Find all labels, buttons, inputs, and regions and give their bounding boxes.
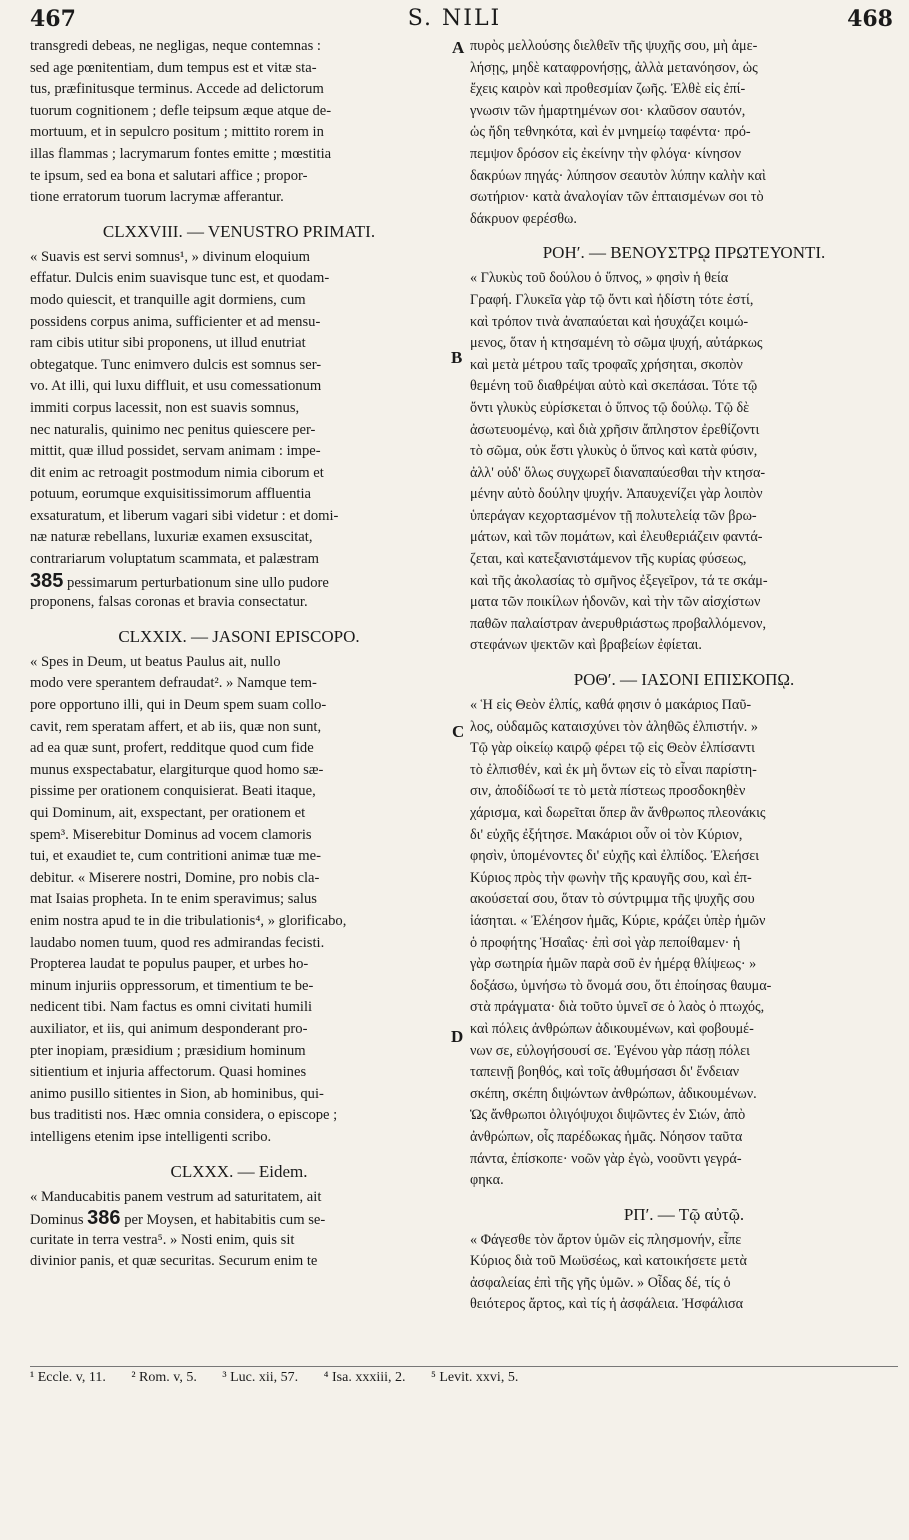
footnote-3: ³ Luc. xii, 57. [222, 1370, 299, 1385]
text-line: mittit, quæ illud possidet, servam animam : impe- [30, 443, 321, 460]
text-line: spem³. Miserebitur Dominus ad vocem clamoris [30, 826, 312, 843]
text-line: ὡς ἤδη τεθνηκότα, καὶ ἐν μνημείῳ ταφέντα· πρό- [470, 124, 751, 141]
text-line: πεμψον δρόσον εἰς ἐκείνην τὴν φλόγα· κίνησον [470, 145, 742, 162]
text-line: λήσῃς, μηδὲ καταφρονήσῃς, ἀλλὰ μετανόησον, ὡς [470, 59, 758, 76]
text-line: nedicent tibi. Nam factus es omni civitati humili [30, 999, 313, 1016]
text-line: curitate in terra vestra⁵. » Nosti enim, quis sit [30, 1231, 295, 1248]
text-line: pter inopiam, præsidium ; præsidium hominum [30, 1042, 306, 1059]
text-line: καὶ μετὰ μέτρου ταῖς τροφαῖς χρήσηται, σκοπὸν [470, 356, 743, 373]
running-title: S. NILI [407, 6, 502, 31]
text-line: mortuum, et in sepulcro positum ; mittito rorem in [30, 124, 324, 141]
text-line: nec naturalis, quinimo nec penitus quiescere per- [30, 421, 316, 438]
text-line: ad ea quæ sunt, profert, redditque quod cum fide [30, 740, 314, 757]
text-line: mat Isaias propheta. In te enim speravimus; salus [30, 891, 317, 908]
text-line: ὄντι γλυκὺς εὑρίσκεται ὁ ὕπνος τῷ δούλῳ. Τῷ δὲ [470, 399, 750, 416]
text-line: πυρὸς μελλούσης διελθεῖν τῆς ψυχῆς σου, μὴ ἀμε- [470, 38, 758, 54]
latin-intro-paragraph [30, 36, 448, 209]
text-line: sitientium et injuria affectorum. Quasi homines [30, 1064, 307, 1081]
text-line: bus traditisti nos. Hæc omnia considera, o episcope ; [30, 1107, 338, 1124]
text-line: tione erratorum tuorum lacrymæ afferantur. [30, 189, 284, 206]
text-line: « Spes in Deum, ut beatus Paulus ait, nullo [30, 653, 281, 670]
greek-heading-180: ΡΠʹ. — Τῷ αὐτῷ. [623, 1204, 745, 1224]
footnote-rule [30, 1366, 898, 1367]
text-line: Κύριος πρὸς τὴν φωνὴν τῆς κραυγῆς σου, καὶ ἐπ- [470, 869, 752, 886]
text-line: animo pusillo sitientes in Sion, ab hominibus, qui- [30, 1085, 324, 1102]
text-line: φησὶν, ὑπομένοντες δι' εὐχῆς καὶ ἐλπίδος. Ἐλεήσει [470, 848, 760, 865]
text-line: μένην αὐτὸ δούλην ψυχήν. Ἀπαυχενίζει γὰρ λοιπὸν [470, 486, 763, 503]
text-line: δι' εὐχῆς ἐξήτησε. Μακάριοι οὖν οἱ τὸν Κύριον, [470, 826, 743, 843]
text-line: στεφάνων ψεκτῶν καὶ βραβείων ἐφίεται. [470, 637, 702, 654]
text-line: næ naturæ rebellans, luxuriæ examen exsuscitat, [30, 529, 313, 546]
text-line: ἔχεις καιρὸν καὶ προθεσμίαν ζωῆς. Ἐλθὲ εἰς ἐπί- [470, 81, 746, 98]
left-page-number: 467 [30, 6, 76, 32]
text-line: enim nostra apud te in die tribulationis⁴, » glorificabo, [30, 912, 347, 929]
latin-letter-179 [30, 652, 448, 1149]
text-line: τὸ ἐλπισθέν, καὶ ἐκ μὴ ὄντων εἰς τὸ εἶναι παρίστη- [470, 761, 757, 778]
text-line: γὰρ σωτηρία ἡμῶν παρὰ σοῦ ἐν ἡμέρᾳ θλίψεως· » [470, 956, 757, 973]
text-line: laudabo nomen tuum, quod res admirandas fecisti. [30, 934, 325, 951]
right-page-number: 468 [847, 6, 893, 32]
text-line: θειότερος ἄρτος, καὶ τίς ἡ ἀσφάλεια. Ἠσφάλισα [470, 1296, 744, 1313]
footnote-1: ¹ Eccle. v, 11. [30, 1370, 106, 1385]
text-line: pissime per orationem conquisierat. Beati itaque, [30, 783, 316, 800]
text-line: σωτήριον· κατὰ ἀναλογίαν τῶν ἐπταισμένων σοι τὸ [470, 189, 764, 206]
text-line: tui, et exaudiet te, cum contritioni animæ tuæ me- [30, 848, 321, 865]
text-line: ἰάσηται. « Ἐλέησον ἡμᾶς, Κύριε, κράζει ὑπὲρ ἡμῶν [470, 912, 766, 929]
text-line: καὶ τῆς ἀκολασίας τὸ σμῆνος ἐξεγεῖρον, τά τε σκάμ- [470, 572, 768, 589]
text-line: ὁ προφήτης Ἡσαΐας· ἐπὶ σοὶ γὰρ πεποίθαμεν· ἡ [470, 934, 741, 951]
text-line: φηκα. [470, 1172, 504, 1189]
greek-intro-paragraph [470, 36, 898, 230]
footnote-4: ⁴ Isa. xxxiii, 2. [323, 1370, 406, 1385]
greek-column [470, 36, 898, 1461]
text-line: Ὡς ἄνθρωποι ὀλιγόψυχοι διψῶντες ἐν Σιών, ἀπὸ [470, 1107, 746, 1124]
text-line: effatur. Dulcis enim suavisque tunc est, et quodam- [30, 270, 330, 287]
margin-marker-b: B [451, 348, 463, 367]
text-line: immiti corpus lacessit, non est suavis somnus, [30, 399, 300, 416]
text-line: σκέπη, σκέπη διψώντων ἀνθρώπων, ἀδικουμένων. [470, 1085, 757, 1102]
text-line: παθῶν παλαίστραν ἀνερυθριάστως προβαλλόμενον, [470, 615, 767, 632]
text-line: ἀσφαλείας ἐπὶ τῆς γῆς ὑμῶν. » Οἶδας δέ, τίς ὁ [470, 1274, 731, 1291]
text-line-fragment: per Moysen, et habitabitis cum se- [124, 1212, 326, 1229]
text-line: « Suavis est servi somnus¹, » divinum eloquium [30, 248, 311, 265]
text-line: τὸ σῶμα, οὐκ ἔστι γλυκὺς ὁ ὕπνος καὶ κατὰ φύσιν, [470, 443, 758, 460]
text-line: Γραφή. Γλυκεῖα γὰρ τῷ ὄντι καὶ ἡδίστη τότε ἐστί, [470, 291, 754, 308]
text-line: munus exspectabatur, elargiturque quod homo sæ- [30, 761, 324, 778]
text-line [30, 1208, 448, 1230]
page-reference-386: 386 [87, 1208, 121, 1230]
text-line: ἀνθρώπων, οἷς παρέδωκας ἡμᾶς. Νόησον ταῦτα [470, 1128, 743, 1145]
text-line: debitur. « Miserere nostri, Domine, pro nobis cla- [30, 869, 320, 886]
text-line: auxiliator, et iis, qui animum desponderant pro- [30, 1020, 308, 1037]
text-line: νων σε, εὐλογήσουσί σε. Ἐγένου γὰρ πάσῃ πόλει [470, 1042, 750, 1059]
latin-column [30, 36, 448, 1461]
text-line: pore opportuno illi, qui in Deum spem suam collo- [30, 697, 327, 714]
text-line: tuorum cognitionem ; defle teipsum æque atque de- [30, 102, 332, 119]
text-line: μάτων, καὶ τῶν πομάτων, καὶ ἐλευθεριάζειν φαντά- [470, 529, 763, 546]
text-line-fragment: Dominus [30, 1212, 84, 1229]
text-line: καὶ τρόπον τινὰ ἀναπαύεται καὶ ἡσυχάζει κοιμώ- [470, 313, 749, 330]
text-line: σιν, ἀποδίδωσί τε τὸ μετὰ πίστεως προσδοκηθὲν [470, 783, 746, 800]
text-line: cavit, rem speratam affert, et ab iis, quæ non sunt, [30, 718, 322, 735]
text-line: exsaturatum, et liberum vagari sibi videtur : et domi- [30, 507, 339, 524]
page-header [0, 0, 909, 36]
latin-letter-178 [30, 247, 448, 614]
text-line: contrariarum voluptatum scammata, et palæstram [30, 551, 319, 568]
margin-marker-d: D [451, 1027, 464, 1046]
text-line: sed age pœnitentiam, dum tempus est et vitæ sta- [30, 59, 317, 76]
text-line: γνωσιν τῶν ἡμαρτημένων σοι· κλαῦσον σαυτόν, [470, 102, 746, 119]
text-line: Τῷ γὰρ οἰκείῳ καιρῷ φέρει τῷ εἰς Θεὸν ἐλπίσαντι [470, 740, 756, 757]
margin-marker-c: C [452, 722, 465, 741]
text-line: δακρύων πηγάς· λύπησον σεαυτὸν λύπην καλὴν καὶ [470, 167, 766, 184]
text-line [30, 571, 448, 593]
text-line: δάκρυον φερέσθω. [470, 210, 577, 227]
greek-letter-179 [470, 695, 898, 1192]
latin-letter-180 [30, 1187, 448, 1273]
latin-heading-180: CLXXX. — Eidem. [170, 1161, 308, 1181]
text-line: στὰ πράγματα· διὰ τοῦτο ὑμνεῖ σε ὁ λαὸς ὁ πτωχός, [470, 999, 765, 1016]
text-line: « Γλυκὺς τοῦ δούλου ὁ ὕπνος, » φησὶν ἡ θεία [470, 270, 729, 287]
text-line: Κύριος διὰ τοῦ Μωϋσέως, καὶ κατοικήσετε μετὰ [470, 1253, 747, 1270]
footnote-5: ⁵ Levit. xxvi, 5. [431, 1370, 519, 1385]
margin-marker-a: A [452, 38, 465, 57]
text-line: ματα τῶν ποικίλων ἡδονῶν, καὶ τὴν τῶν αἰσχίστων [470, 594, 761, 611]
text-line: transgredi debeas, ne negligas, neque contemnas : [30, 38, 321, 54]
greek-letter-180 [470, 1230, 898, 1316]
greek-heading-179: ΡΟΘʹ. — ΙΑΣΟΝΙ ΕΠΙΣΚΟΠῼ. [573, 670, 795, 690]
text-line: possidens corpus anima, sufficienter et ad mensu- [30, 313, 321, 330]
greek-letter-178 [470, 268, 898, 657]
text-line: καὶ πόλεις ἀνθρώπων ἀδικουμένων, καὶ φοβουμέ- [470, 1020, 754, 1037]
text-line: divinior panis, et quæ securitas. Securum enim te [30, 1253, 318, 1270]
text-line: intelligens etenim ipse intelligenti scribo. [30, 1128, 272, 1145]
latin-heading-179: CLXXIX. — JASONI EPISCOPO. [118, 626, 360, 646]
text-line: ἀλλ' οὐδ' ὅλως συγχωρεῖ διαναπαύεσθαι τὴν κτησα- [470, 464, 766, 481]
text-line: « Ἡ εἰς Θεὸν ἐλπίς, καθά φησιν ὁ μακάριος Παῦ- [470, 697, 752, 714]
text-line: ταπεινῇ βοηθός, καὶ τοῖς ἀθυμήσασι δι' ἔνδειαν [470, 1064, 740, 1081]
text-line: te ipsum, sed ea bona et salutari affice ; propor- [30, 167, 308, 184]
text-line: λος, οὐδαμῶς καταισχύνει τὸν ἀληθῶς ἐλπιστήν. » [470, 718, 758, 735]
greek-heading-178: ΡΟΗʹ. — ΒΕΝΟΥΣΤΡῼ ΠΡΩΤΕΥΟΝΤΙ. [542, 243, 826, 263]
text-line: ἀσωτευομένῳ, καὶ διὰ χρῆσιν ἄπληστον ἐρεθίζοντι [470, 421, 760, 438]
text-line: tus, præfinitusque terminus. Accede ad delictorum [30, 81, 324, 98]
latin-heading-178: CLXXVIII. — VENUSTRO PRIMATI. [102, 221, 376, 241]
footnote-2: ² Rom. v, 5. [131, 1370, 197, 1385]
text-line: potuum, eorumque exquisitissimorum affluentia [30, 486, 312, 503]
text-line: minum injuriis oppressorum, et timentium te be- [30, 977, 314, 994]
text-line: ὑπεράγαν κεχορτασμένον τῇ πολυτελείᾳ τῶν βρω- [470, 507, 757, 524]
text-line: vo. At illi, qui luxu diffluit, et usu comessationum [30, 378, 322, 395]
text-line: Propterea laudat te populus pauper, et urbes ho- [30, 956, 309, 973]
text-line: « Φάγεσθε τὸν ἄρτον ὑμῶν εἰς πλησμονήν, εἶπε [470, 1231, 742, 1248]
text-line: δοξάσω, ὑμνήσω τὸ ὄνομά σου, ὅτι ἐποίησας θαυμα- [470, 977, 772, 994]
text-line: obtegatque. Tunc enimvero dulcis est somnus ser- [30, 356, 322, 373]
text-line: qui Dominum, ait, exspectant, per orationem et [30, 805, 306, 821]
text-line: proponens, falsas coronas et bravia consectatur. [30, 594, 308, 611]
text-line: χάρισμα, καὶ δωρεῖται ὅπερ ἂν ἄνθρωπος πλεονάκις [470, 805, 766, 821]
text-line: μενος, ὅταν ἡ κτησαμένη τὸ σῶμα ψυχή, αὐτάρκως [470, 335, 763, 352]
text-line-fragment: pessimarum perturbationum sine ullo pudore [67, 574, 329, 591]
text-line: ram cibis utitur sibi proponens, ut illud enutriat [30, 335, 306, 352]
footnotes [30, 1370, 898, 1386]
text-line: ακούσεταί σου, ὅταν τὸ σύντριμμα τῆς ψυχῆς σου [470, 891, 755, 908]
text-line: ζεται, καὶ κατεξανιστάμενον τῆς κυρίας φύσεως, [470, 551, 747, 568]
text-line: « Manducabitis panem vestrum ad saturitatem, ait [30, 1188, 322, 1205]
text-line: θεμένη τοῦ διαθρέψαι αὐτὸ καὶ σκεπάσαι. Τότε τῷ [470, 378, 758, 395]
page-reference-385: 385 [30, 570, 64, 592]
text-line: πάντα, ἐπίσκοπε· νοῶν γὰρ ἐγὼ, νοοῦντι γεγρά- [470, 1150, 742, 1167]
text-line: illas flammas ; lacrymarum fontes emitte ; mœstitia [30, 145, 332, 162]
text-line: modo quiescit, et tranquille agit dormiens, cum [30, 291, 306, 308]
text-line: dit enim ac retroagit postmodum nimia ciborum et [30, 464, 324, 481]
text-line: modo vere sperantem defraudat². » Namque tem- [30, 675, 317, 692]
